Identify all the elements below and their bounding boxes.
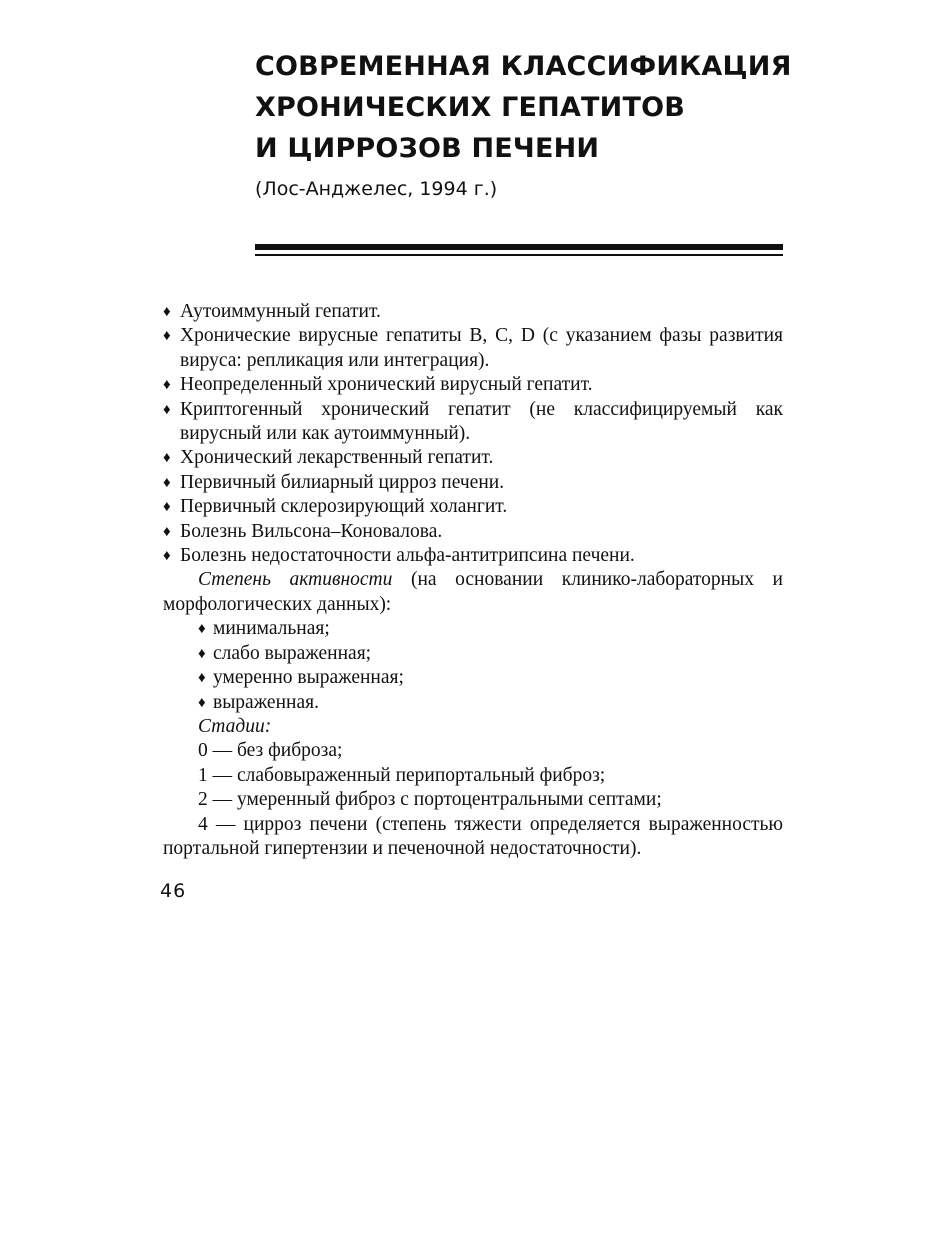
list-item: ♦ умеренно выраженная; — [198, 666, 783, 690]
diamond-bullet-icon: ♦ — [163, 377, 171, 394]
list-item: ♦ слабо выраженная; — [198, 642, 783, 666]
body-text — [163, 300, 783, 861]
divider-thin — [255, 254, 783, 256]
diamond-bullet-icon: ♦ — [163, 450, 171, 467]
diamond-bullet-icon: ♦ — [163, 548, 171, 565]
stage-item-last: 4 — цирроз печени (степень тяжести определяется выраженностью портальной гипертензии и печеночной недостаточности). — [163, 813, 783, 859]
list-item: ♦ Аутоиммунный гепатит. — [163, 300, 783, 324]
stage-item: 0 — без фиброза; — [198, 740, 343, 762]
list-item: ♦ Криптогенный хронический гепатит (не классифицируемый как вирусный или как аутоиммунный). — [163, 398, 783, 445]
title-line-2: ХРОНИЧЕСКИХ ГЕПАТИТОВ — [255, 92, 686, 123]
list-item: ♦ выраженная. — [198, 691, 783, 715]
list-item: ♦ Хронические вирусные гепатиты B, C, D (с указанием фазы развития вируса: репликация или интеграция). — [163, 325, 783, 371]
list-item: ♦ Неопределенный хронический вирусный гепатит. — [163, 373, 783, 397]
title-line-3: И ЦИРРОЗОВ ПЕЧЕНИ — [255, 133, 600, 164]
list-item: ♦ Болезнь недостаточности альфа-антитрипсина печени. — [163, 544, 783, 568]
diamond-bullet-icon: ♦ — [198, 694, 206, 711]
divider-thick — [255, 244, 783, 250]
list-item: ♦ Первичный склерозирующий холангит. — [163, 495, 783, 519]
activity-paragraph — [163, 568, 783, 617]
diamond-bullet-icon: ♦ — [198, 670, 206, 687]
stages-label: Стадии: — [198, 715, 272, 737]
list-item: ♦ Хронический лекарственный гепатит. — [163, 446, 783, 470]
stage-item: 1 — слабовыраженный перипортальный фиброз; — [198, 764, 606, 786]
diamond-bullet-icon: ♦ — [198, 621, 206, 638]
page-number: 46 — [160, 880, 187, 902]
classification-list — [163, 300, 783, 568]
page-title — [255, 46, 815, 169]
activity-levels-list — [163, 617, 783, 715]
diamond-bullet-icon: ♦ — [163, 304, 171, 320]
activity-text: (на основании клинико-лабораторных и морфологических данных): — [163, 569, 783, 615]
diamond-bullet-icon: ♦ — [198, 645, 206, 662]
diamond-bullet-icon: ♦ — [163, 328, 171, 345]
page-subtitle: (Лос-Анджелес, 1994 г.) — [255, 178, 498, 200]
list-item: ♦ Болезнь Вильсона–Коновалова. — [163, 520, 783, 544]
list-item: ♦ минимальная; — [198, 617, 783, 641]
activity-label: Степень активности — [198, 569, 393, 591]
diamond-bullet-icon: ♦ — [163, 401, 171, 418]
title-line-1: СОВРЕМЕННАЯ КЛАССИФИКАЦИЯ — [255, 51, 792, 82]
list-item: ♦ Первичный билиарный цирроз печени. — [163, 471, 783, 495]
stage-item: 2 — умеренный фиброз с портоцентральными септами; — [198, 789, 662, 811]
diamond-bullet-icon: ♦ — [163, 474, 171, 491]
diamond-bullet-icon: ♦ — [163, 499, 171, 516]
diamond-bullet-icon: ♦ — [163, 523, 171, 540]
